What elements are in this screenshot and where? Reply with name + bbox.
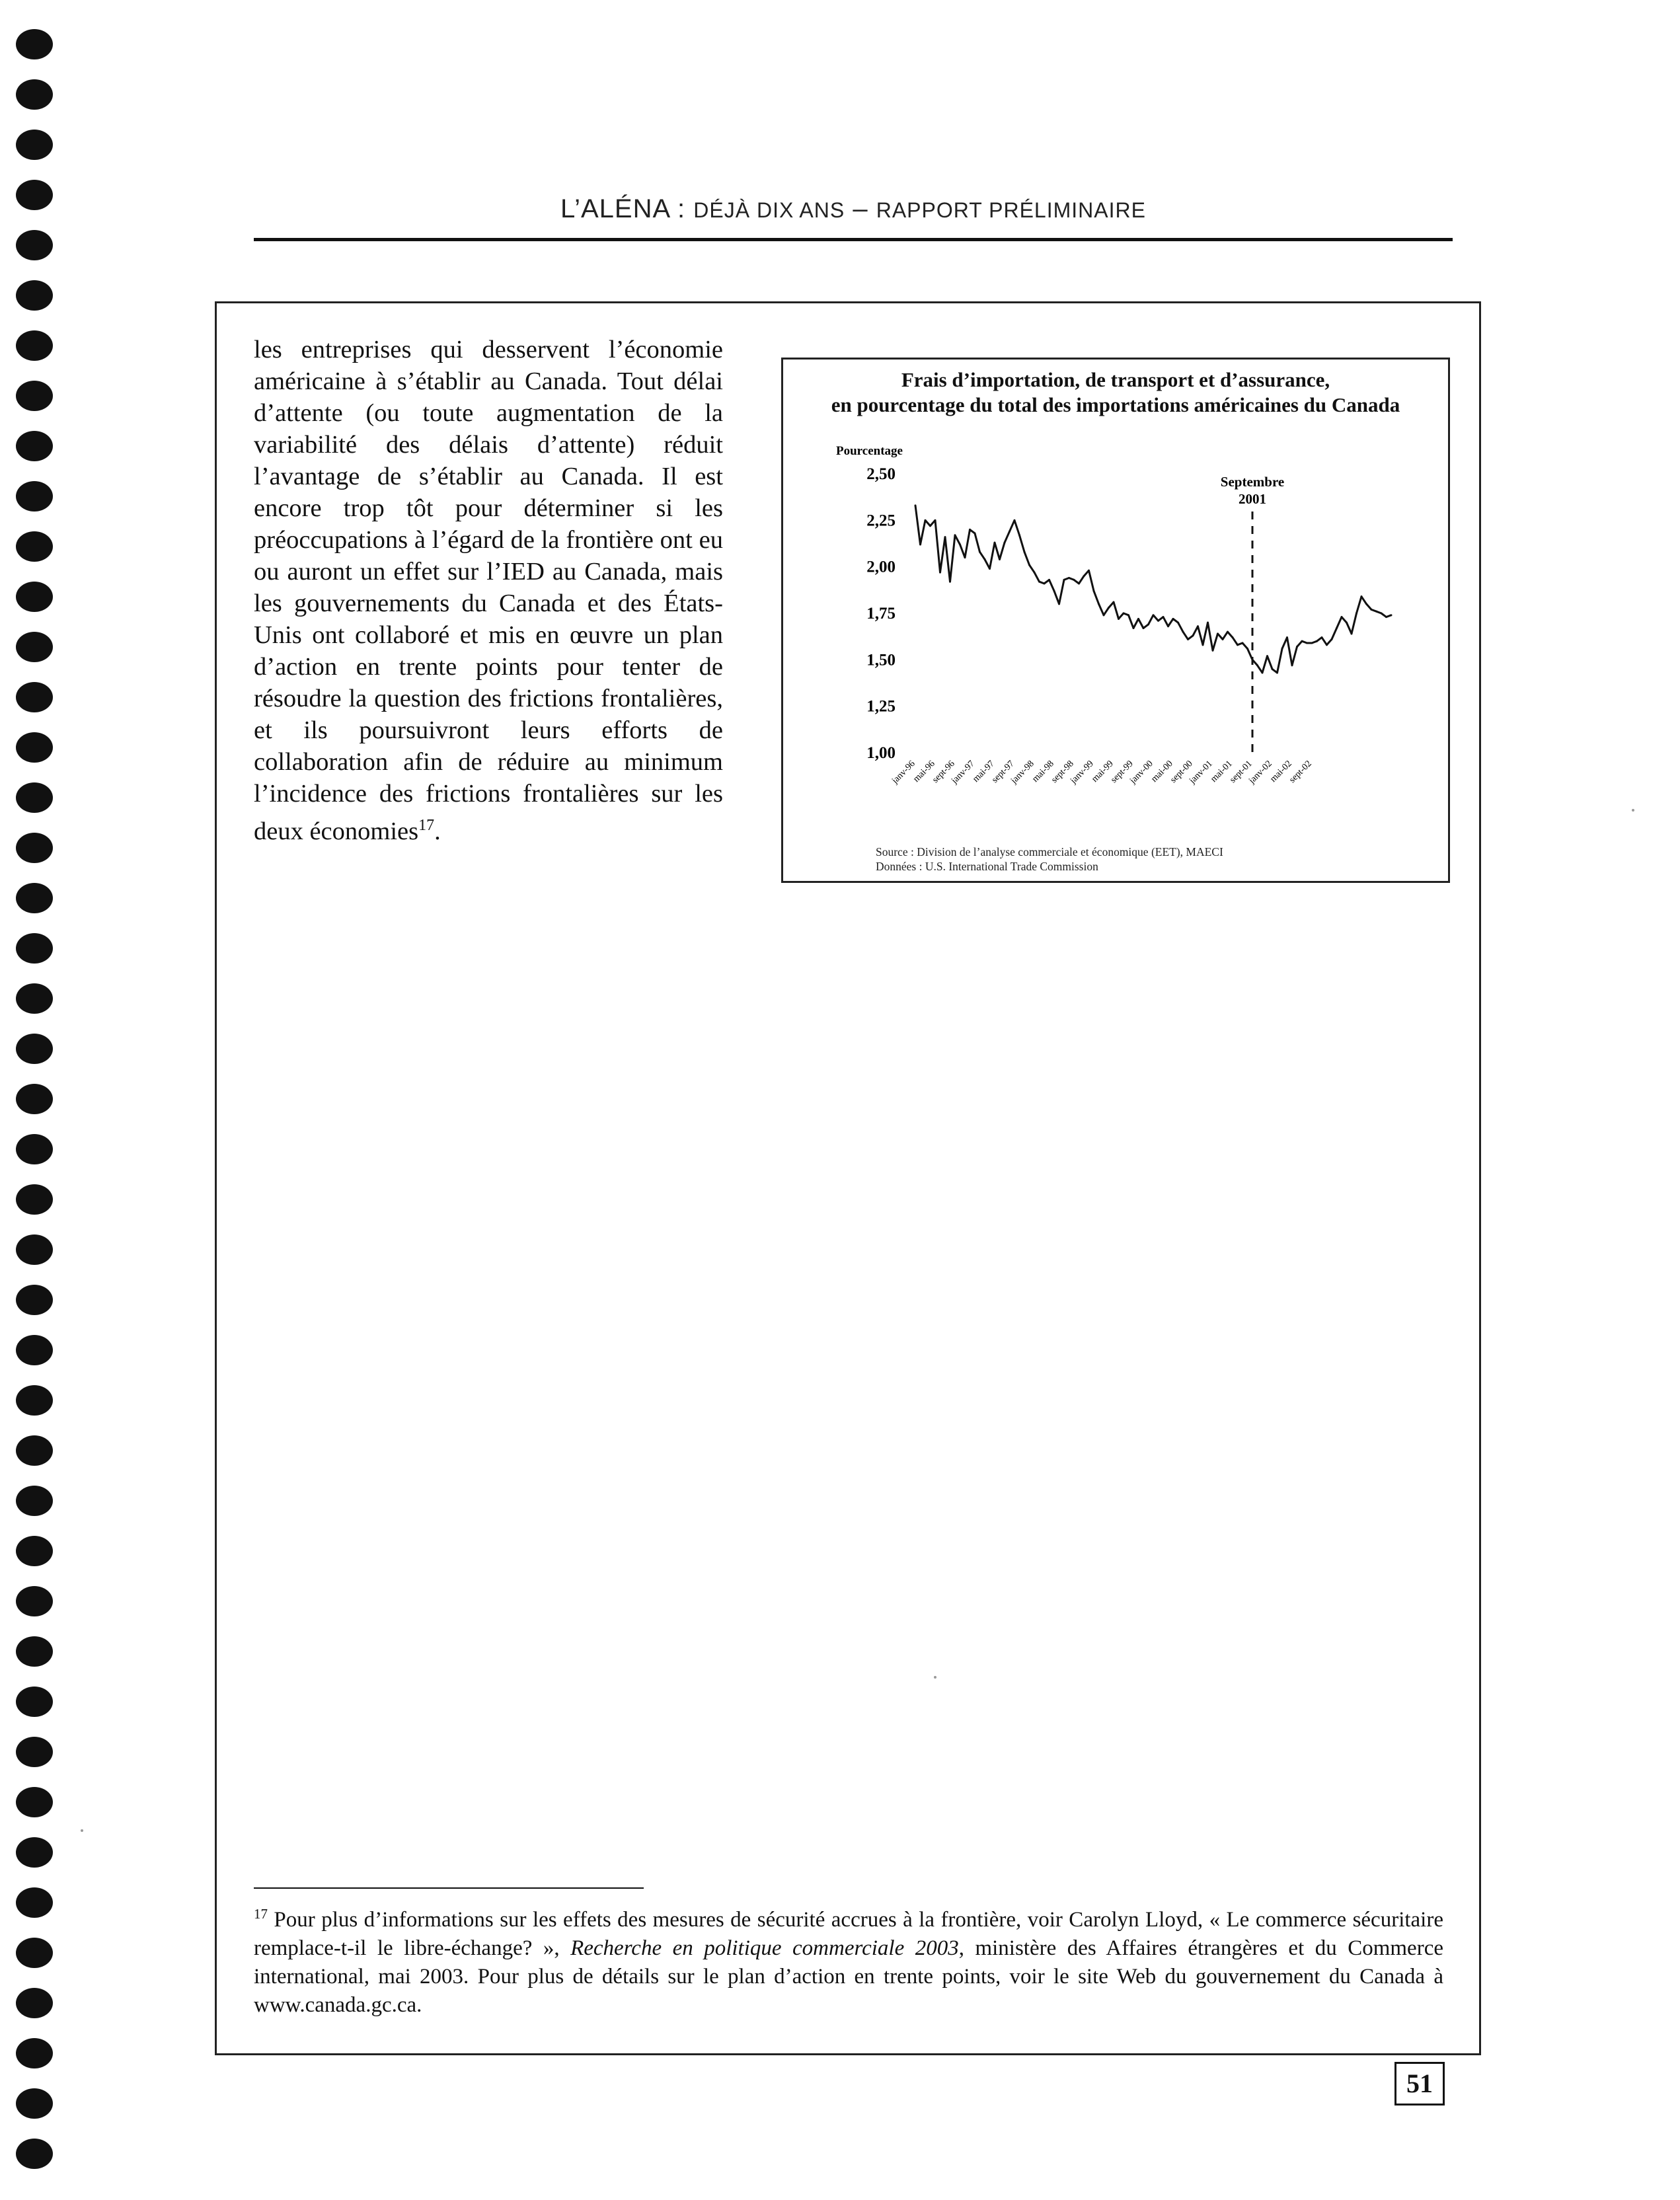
body-end: . [434,817,441,845]
series-point [1237,644,1239,646]
series-point [935,519,936,521]
series-point [1266,655,1268,657]
header-dash: – [845,194,876,223]
y-tick-label: 1,25 [866,697,896,716]
y-tick-label: 1,00 [866,744,896,762]
header-separator: : [669,194,694,223]
y-tick-label: 2,50 [866,465,896,483]
punch-hole [16,1837,53,1868]
series-point [1118,618,1120,620]
series-point [949,581,951,583]
footnote [254,1900,1443,2020]
y-tick-label: 1,75 [866,605,896,623]
series-point [1137,618,1139,620]
x-tick-label: mai-00 [1149,759,1175,784]
x-tick-label: mai-01 [1209,759,1235,784]
x-tick-label: mai-97 [971,759,997,784]
series-point [1306,642,1308,644]
punch-hole [16,29,53,59]
series-point [1058,603,1060,605]
series-point [1038,581,1040,583]
series-point [1355,613,1357,615]
x-tick-label: sept-02 [1287,759,1314,785]
punch-hole [16,983,53,1014]
chart-source: Source : Division de l’analyse commerciale et économique (EET), MAECI [876,845,1223,858]
series-point [1222,638,1224,640]
series-point [915,504,917,506]
series-line [915,506,1391,673]
series-point [1063,579,1065,581]
punch-hole [16,1988,53,2018]
series-point [1147,623,1149,625]
series-point [1296,646,1298,648]
series-point [1034,572,1036,574]
series-point [1113,601,1115,603]
y-tick-label: 2,00 [866,558,896,576]
footnote-rule [254,1887,644,1889]
series-point [1167,625,1169,627]
punch-hole [16,1787,53,1817]
x-tick-label: mai-99 [1090,759,1116,784]
punch-hole [16,1586,53,1616]
punch-hole [16,531,53,562]
series-point [1246,648,1248,650]
line-chart [783,360,1448,881]
punch-hole [16,582,53,612]
series-point [1123,613,1125,615]
series-point [994,542,996,544]
annotation-line1: Septembre [1220,474,1285,490]
series-point [1336,627,1338,629]
x-tick-label: janv-01 [1187,759,1215,786]
series-point [969,529,971,531]
series-point [1078,582,1080,584]
punch-hole [16,1687,53,1717]
series-point [959,543,961,545]
punch-hole [16,1385,53,1416]
series-point [1093,590,1095,592]
series-point [1133,627,1135,629]
punch-hole [16,1034,53,1064]
series-point [1028,564,1030,566]
x-tick-label: janv-99 [1068,759,1096,786]
series-point [1197,625,1199,627]
punch-hole [16,1234,53,1265]
punch-hole [16,230,53,260]
footnote-title: Recherche en politique commerciale 2003 [570,1936,959,1960]
series-point [1346,622,1348,624]
punch-hole [16,2139,53,2169]
series-point [1053,590,1055,592]
punch-hole [16,682,53,712]
series-point [929,525,931,527]
punch-hole [16,1938,53,1968]
series-point [1103,614,1105,616]
header-rule [254,238,1453,241]
annotation-line2: 2001 [1239,491,1266,507]
running-header [254,194,1453,224]
chart-data-credit: Données : U.S. International Trade Commission [876,860,1098,873]
punch-hole [16,1335,53,1365]
series-point [1391,614,1393,616]
body-text: les entreprises qui desservent l’économie américaine à s’établir au Canada. Tout délai d’attente (ou toute augmentation de la variabilité des délais d’attente) réduit l’avantage de s’établir au Canada. Il est encore trop tôt pour déterminer si les préoccupations à l’égard de la frontière ont eu ou auront un effet sur l’IED au Canada, mais les gouvernements du Canada et des États-Unis ont collaboré et mis en œuvre un plan d’action en trente points pour tenter de résoudre la question des frictions frontalières, et ils poursuivront leurs efforts de collaboration afin de réduire au minimum l’incidence des frictions frontalières sur les deux économies [254,336,723,845]
series-point [1311,642,1313,644]
series-point [1009,531,1011,533]
series-point [989,568,991,570]
series-point [1371,609,1373,611]
series-point [925,519,927,521]
series-point [944,536,946,538]
scan-speck [81,1829,83,1832]
series-point [1098,603,1100,605]
series-point [1088,570,1090,572]
series-point [1177,622,1179,624]
header-subtitle: DÉJÀ DIX ANS [693,198,845,222]
punch-hole [16,1737,53,1767]
punch-hole [16,1887,53,1918]
punch-hole [16,280,53,311]
series-point [1083,575,1085,577]
series-point [999,558,1001,560]
x-axis-ticks [890,759,1314,786]
x-tick-label: janv-98 [1009,759,1036,786]
punch-hole [16,1134,53,1164]
series-point [1301,640,1303,642]
x-tick-label: janv-02 [1246,759,1274,786]
series-point [1172,618,1174,620]
x-tick-label: mai-02 [1268,759,1294,784]
punch-hole [16,481,53,512]
x-tick-label: mai-98 [1030,759,1056,784]
series-point [1256,664,1258,666]
series-point [1351,632,1353,634]
footnote-number: 17 [254,1906,268,1922]
series-point [1157,620,1159,622]
series-point [1242,642,1244,644]
scan-speck [934,1676,936,1679]
series-point [1227,631,1229,633]
punch-hole [16,1184,53,1215]
series-point [1365,603,1367,605]
series-point [1385,616,1387,618]
punch-hole [16,330,53,361]
x-tick-label: janv-00 [1127,759,1155,786]
x-tick-label: sept-00 [1168,759,1195,785]
series-point [954,534,956,536]
series-point [1182,631,1184,633]
series-point [1073,579,1075,581]
x-tick-label: sept-01 [1228,759,1254,785]
punch-hole [16,883,53,913]
y-tick-label: 1,50 [866,651,896,669]
punch-hole [16,180,53,210]
x-tick-label: sept-99 [1109,759,1135,785]
series-point [1252,659,1254,661]
series-point [1048,579,1050,581]
punch-hole [16,933,53,964]
punch-hole [16,2038,53,2068]
series-point [1024,551,1026,553]
punch-hole [16,782,53,813]
header-title: L’ALÉNA [560,194,669,223]
series-point [1192,634,1194,636]
series-points [915,504,1393,673]
punch-hole [16,1636,53,1667]
series-point [1272,668,1274,670]
series-point [1341,616,1343,618]
series-point [1153,614,1155,616]
series-point [1018,534,1020,536]
series-point [1262,672,1264,674]
punch-hole [16,431,53,461]
scan-speck [1632,809,1634,812]
punch-hole [16,1486,53,1516]
series-point [1331,638,1333,640]
series-point [1291,664,1293,666]
series-point [1202,644,1204,646]
x-tick-label: janv-97 [949,759,977,786]
x-tick-label: mai-96 [911,759,937,784]
series-point [1004,542,1006,544]
footnote-text-b: , ministère des Affaires étrangères et du Commerce international, mai 2003. Pour plus de détails sur le plan d’action en trente points, voir le site Web du gouvernement du Canada à www.canada.gc.ca. [254,1936,1443,2017]
series-point [1361,595,1363,597]
series-point [1232,636,1234,638]
header-report: RAPPORT PRÉLIMINAIRE [876,198,1146,222]
series-point [1187,638,1189,640]
series-point [939,572,941,574]
series-point [1143,627,1145,629]
series-point [974,533,976,535]
body-paragraph [254,334,723,847]
footnote-text-a: Pour plus d’informations sur les effets des mesures de sécurité accrues à la frontière, voir Carolyn Lloyd, « Le commerce sécuritaire remplace-t-il le libre-échange? », [254,1908,1443,1960]
page-number: 51 [1394,2062,1445,2105]
punch-hole [16,632,53,662]
x-tick-label: sept-98 [1050,759,1076,785]
series-point [1163,616,1165,618]
y-axis-label: Pourcentage [836,444,903,458]
punch-hole [16,1084,53,1114]
punch-hole [16,732,53,763]
series-point [964,556,966,558]
punch-hole [16,2088,53,2119]
x-tick-label: sept-96 [931,759,957,785]
x-tick-label: sept-97 [990,759,1016,785]
punch-hole [16,381,53,411]
punch-hole [16,1536,53,1566]
y-axis-ticks [866,465,896,762]
punch-hole [16,1285,53,1315]
series-point [984,558,986,560]
chart-title-line1: Frais d’importation, de transport et d’assurance, [901,368,1330,391]
series-point [979,551,981,553]
series-point [1068,577,1070,579]
series-point [1108,607,1110,609]
series-point [1281,648,1283,650]
series-point [1127,614,1129,616]
punch-hole [16,833,53,863]
chart-box [781,358,1450,883]
series-point [1207,622,1209,624]
series-point [1276,672,1278,674]
punch-hole [16,1435,53,1466]
footnote-ref: 17 [418,817,435,834]
series-point [1321,636,1323,638]
series-point [1326,644,1328,646]
x-tick-label: janv-96 [890,759,917,786]
series-point [1212,650,1214,652]
punch-hole [16,79,53,110]
series-point [919,543,921,545]
series-point [1381,613,1383,615]
series-point [1316,640,1318,642]
series-point [1286,636,1288,638]
chart-title-line2: en pourcentage du total des importations américaines du Canada [831,393,1400,416]
series-point [1375,611,1377,613]
series-point [1217,632,1219,634]
y-tick-label: 2,25 [866,512,896,530]
series-point [1014,519,1016,521]
series-point [1044,582,1046,584]
punch-hole [16,130,53,160]
